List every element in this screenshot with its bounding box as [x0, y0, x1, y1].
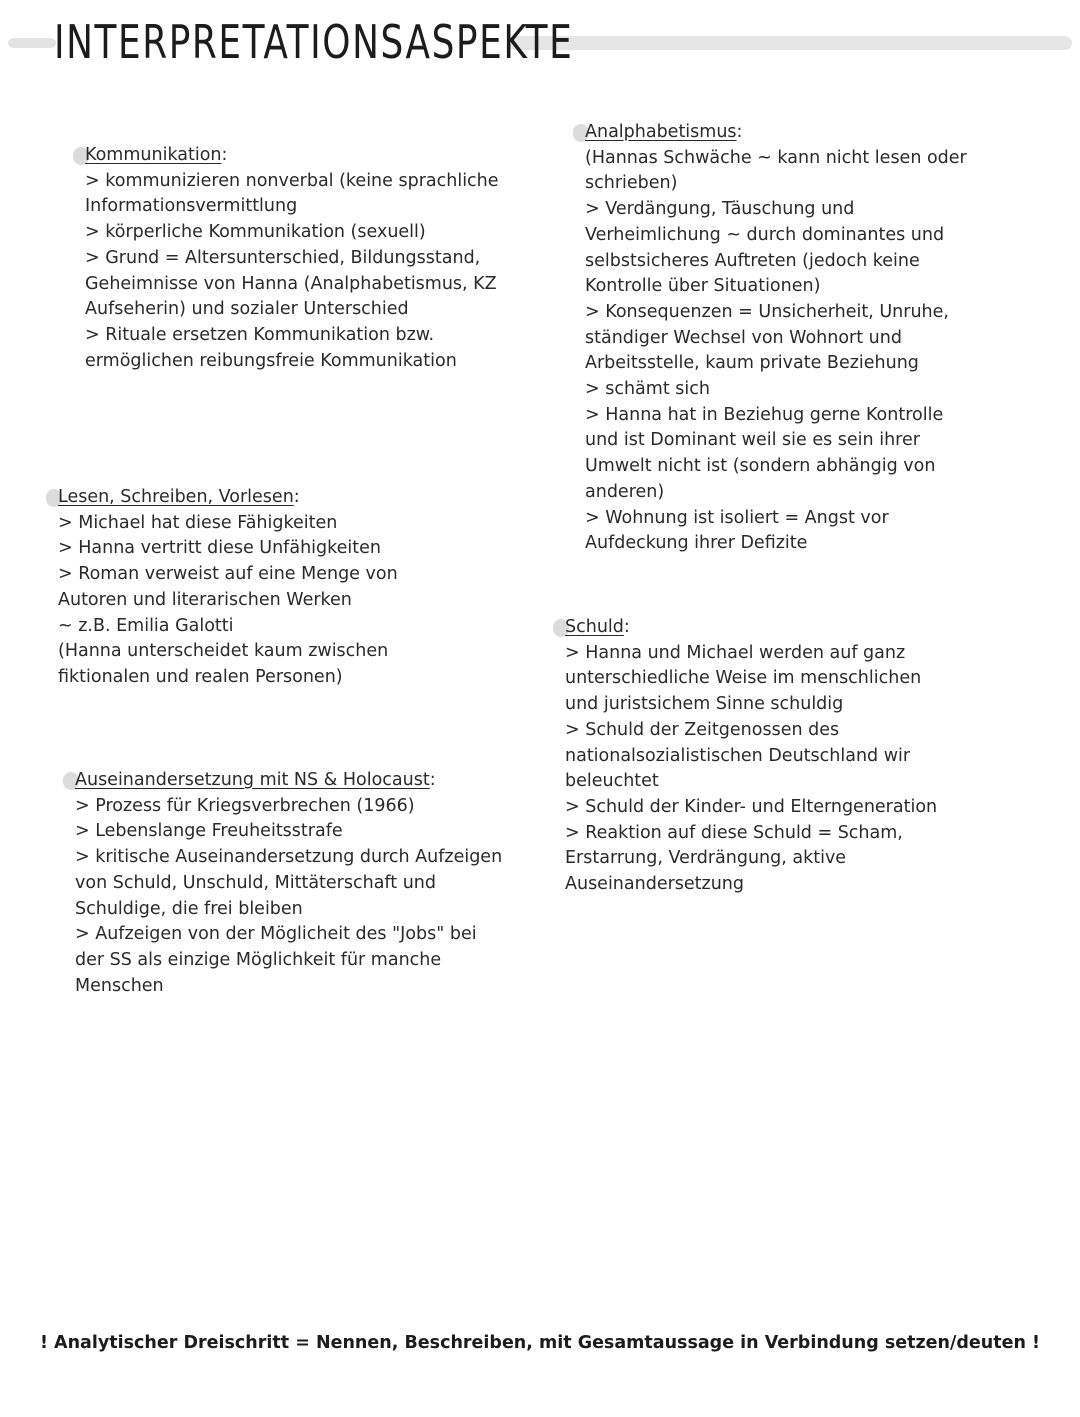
text-line: > Michael hat diese Fähigkeiten	[58, 512, 338, 533]
text-line: > kritische Auseinandersetzung durch Aufzeigen	[75, 847, 503, 868]
text-line: > schämt sich	[585, 379, 710, 400]
text-line: fiktionalen und realen Personen)	[58, 666, 343, 687]
text-line: und juristsichem Sinne schuldig	[565, 694, 844, 715]
text-line: Menschen	[75, 975, 164, 996]
page-title: INTERPRETATIONSASPEKTE	[54, 15, 574, 69]
section-schuld: Schuld: > Hanna und Michael werden auf ganz unterschiedliche Weise im menschlichen und juristsichem Sinne schuldig > Schuld der Zeitgenossen des nationalsozialistischen Deutschland wir beleuchtet > Schuld der Kinder- und Elterngeneration > Reaktion auf diese Schuld = Scham, Erstarrung, Verdrängung, aktive Auseinandersetzung	[565, 615, 937, 898]
section-lesen: Lesen, Schreiben, Vorlesen: > Michael hat diese Fähigkeiten > Hanna vertritt diese Unfähigkeiten > Roman verweist auf eine Menge von Autoren und literarischen Werken ~ z.B. Emilia Galotti (Hanna unterscheidet kaum zwischen fiktionalen und realen Personen)	[58, 485, 398, 691]
text-line: Auseinandersetzung	[565, 874, 745, 895]
section-heading: Auseinandersetzung mit NS & Holocaust	[75, 770, 430, 790]
text-line: nationalsozialistischen Deutschland wir	[565, 745, 911, 766]
text-line: und ist Dominant weil sie es sein ihrer	[585, 430, 920, 451]
text-line: der SS als einzige Möglichkeit für manche	[75, 949, 442, 970]
text-line: > Reaktion auf diese Schuld = Scham,	[565, 822, 903, 843]
text-line: Arbeitsstelle, kaum private Beziehung	[585, 353, 919, 374]
text-line: > Hanna vertritt diese Unfähigkeiten	[58, 538, 381, 559]
section-kommunikation: Kommunikation: > kommunizieren nonverbal (keine sprachliche Informationsvermittlung > körperliche Kommunikation (sexuell) > Grund = Altersunterschied, Bildungsstand, Geheimnisse von Hanna (Analphabetismus, KZ Aufseherin) und sozialer Unterschied > Rituale ersetzen Kommunikation bzw. ermöglichen reibungsfreie Kommunikation	[85, 143, 499, 374]
text-line: > Wohnung ist isoliert = Angst vor	[585, 507, 889, 528]
text-line: selbstsicheres Auftreten (jedoch keine	[585, 250, 920, 271]
text-line: > Verdängung, Täuschung und	[585, 199, 855, 220]
text-line: Geheimnisse von Hanna (Analphabetismus, KZ	[85, 273, 497, 294]
title-underline-right	[508, 36, 1072, 50]
section-ns-holocaust: Auseinandersetzung mit NS & Holocaust: > Prozess für Kriegsverbrechen (1966) > Lebenslange Freuheitsstrafe > kritische Auseinandersetzung durch Aufzeigen von Schuld, Unschuld, Mittäterschaft und Schuldige, die frei bleiben > Aufzeigen von der Möglicheit des "Jobs" bei der SS als einzige Möglichkeit für manche Menschen	[75, 768, 502, 999]
text-line: Verheimlichung ~ durch dominantes und	[585, 224, 945, 245]
text-line: von Schuld, Unschuld, Mittäterschaft und	[75, 872, 436, 893]
text-line: ermöglichen reibungsfreie Kommunikation	[85, 350, 457, 371]
text-line: > Schuld der Kinder- und Elterngeneration	[565, 796, 938, 817]
text-line: > Prozess für Kriegsverbrechen (1966)	[75, 795, 415, 816]
text-line: > Grund = Altersunterschied, Bildungsstand,	[85, 247, 481, 268]
text-line: > kommunizieren nonverbal (keine sprachliche	[85, 170, 499, 191]
title-underline-left	[8, 38, 56, 48]
text-line: > Schuld der Zeitgenossen des	[565, 719, 840, 740]
section-heading: Lesen, Schreiben, Vorlesen	[58, 487, 294, 507]
text-line: > Lebenslange Freuheitsstrafe	[75, 821, 343, 842]
text-line: unterschiedliche Weise im menschlichen	[565, 668, 922, 689]
footer-note: ! Analytischer Dreischritt = Nennen, Beschreiben, mit Gesamtaussage in Verbindung setzen/deuten !	[39, 1333, 1041, 1353]
text-line: > Konsequenzen = Unsicherheit, Unruhe,	[585, 301, 949, 322]
text-line: > Roman verweist auf eine Menge von	[58, 564, 398, 585]
text-line: Informationsvermittlung	[85, 196, 298, 217]
text-line: anderen)	[585, 481, 665, 502]
text-line: (Hannas Schwäche ~ kann nicht lesen oder	[585, 147, 967, 168]
text-line: Autoren und literarischen Werken	[58, 589, 352, 610]
text-line: Aufdeckung ihrer Defizite	[585, 533, 808, 554]
text-line: Aufseherin) und sozialer Unterschied	[85, 299, 409, 320]
text-line: Erstarrung, Verdrängung, aktive	[565, 848, 847, 869]
text-line: ~ z.B. Emilia Galotti	[58, 615, 234, 636]
text-line: ständiger Wechsel von Wohnort und	[585, 327, 902, 348]
text-line: > Hanna und Michael werden auf ganz	[565, 642, 906, 663]
section-heading: Schuld	[565, 617, 624, 637]
text-line: Schuldige, die frei bleiben	[75, 898, 303, 919]
text-line: > Hanna hat in Beziehug gerne Kontrolle	[585, 404, 944, 425]
text-line: (Hanna unterscheidet kaum zwischen	[58, 641, 389, 662]
text-line: > Aufzeigen von der Möglicheit des "Jobs" bei	[75, 924, 477, 945]
text-line: schrieben)	[585, 173, 678, 194]
section-heading: Analphabetismus	[585, 122, 737, 142]
section-analphabetismus: Analphabetismus: (Hannas Schwäche ~ kann nicht lesen oder schrieben) > Verdängung, Täuschung und Verheimlichung ~ durch dominantes und selbstsicheres Auftreten (jedoch keine Kontrolle über Situationen) > Konsequenzen = Unsicherheit, Unruhe, ständiger Wechsel von Wohnort und Arbeitsstelle, kaum private Beziehung > schämt sich > Hanna hat in Beziehug gerne Kontrolle und ist Dominant weil sie es sein ihrer Umwelt nicht ist (sondern abhängig von anderen) > Wohnung ist isoliert = Angst vor Aufdeckung ihrer Defizite	[585, 120, 967, 557]
text-line: > Rituale ersetzen Kommunikation bzw.	[85, 324, 435, 345]
text-line: Kontrolle über Situationen)	[585, 276, 821, 297]
text-line: > körperliche Kommunikation (sexuell)	[85, 222, 426, 243]
text-line: Umwelt nicht ist (sondern abhängig von	[585, 456, 936, 477]
text-line: beleuchtet	[565, 771, 659, 792]
section-heading: Kommunikation	[85, 145, 222, 165]
